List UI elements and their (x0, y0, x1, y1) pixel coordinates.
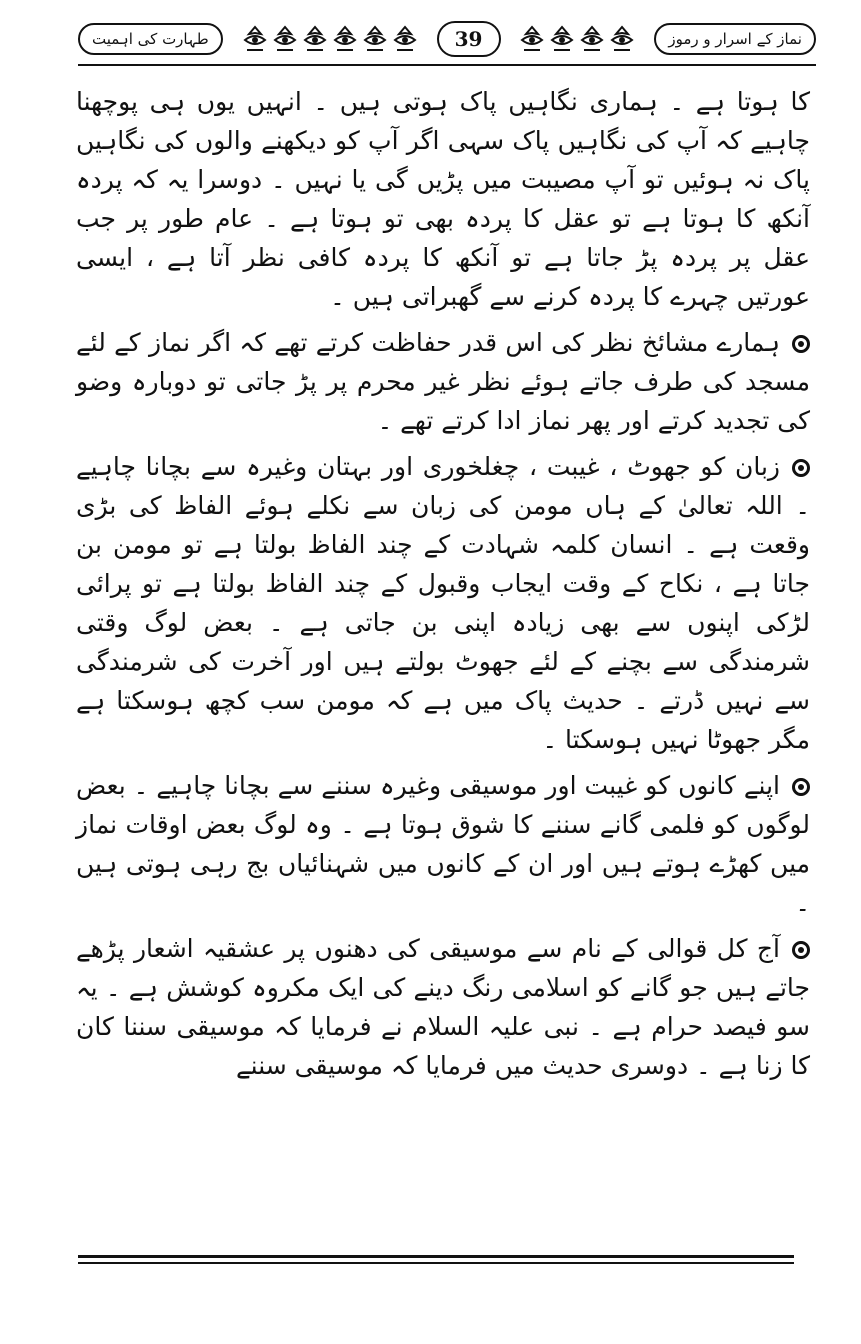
page-header (78, 18, 816, 60)
bullet-circle-icon (792, 459, 810, 477)
paragraph-text: کا ہوتا ہے ۔ ہماری نگاہیں پاک ہوتی ہیں ۔ انہیں یوں ہی پوچھنا چاہیے کہ آپ کی نگاہیں پاک سہی اگر آپ کو دیکھنے والوں کی نگاہیں پاک نہ ہوئیں تو آپ مصیبت میں پڑیں گی یا نہیں ۔ دوسرا یہ کہ پردہ آنکھ کا ہوتا ہے تو عقل کا پردہ بھی تو ہوتا ہے ۔ عام طور پر جب عقل پر پردہ پڑ جاتا ہے تو آنکھ کا پردہ کافی نظر آتا ہے ، ایسی عورتیں چہرے کا پردہ کرنے سے گھبراتی ہیں ۔ (76, 87, 810, 311)
chapter-title: طہارت کی اہمیت (78, 23, 223, 55)
page-number: 39 (437, 21, 501, 57)
paragraph-text: آج کل قوالی کے نام سے موسیقی کی دھنوں پر عشقیہ اشعار پڑھے جاتے ہیں جو گانے کو اسلامی رنگ دینے کی ایک مکروہ کوشش ہے ۔ یہ سو فیصد حرام ہے ۔ نبی علیہ السلام نے فرمایا کہ موسیقی سننا کان کا زنا ہے ۔ دوسری حدیث میں فرمایا کہ موسیقی سننے (76, 934, 810, 1080)
bullet-circle-icon (792, 778, 810, 796)
floral-ornament-icon (548, 24, 576, 54)
floral-ornament-icon (241, 24, 269, 54)
bullet-paragraph (76, 766, 810, 922)
ornament-row-right (518, 24, 636, 54)
paragraph (76, 82, 810, 316)
bullet-paragraph (76, 447, 810, 759)
footer-divider (78, 1262, 794, 1264)
page-body (76, 82, 810, 1092)
floral-ornament-icon (518, 24, 546, 54)
floral-ornament-icon (578, 24, 606, 54)
bullet-circle-icon (792, 335, 810, 353)
floral-ornament-icon (361, 24, 389, 54)
book-title: نماز کے اسرار و رموز (654, 23, 816, 55)
bullet-paragraph (76, 323, 810, 440)
ornament-row-left (241, 24, 419, 54)
footer-divider (78, 1255, 794, 1258)
paragraph-text: زبان کو جھوٹ ، غیبت ، چغلخوری اور بہتان وغیرہ سے بچانا چاہیے ۔ اللہ تعالیٰ کے ہاں مومن کی زبان سے نکلے ہوئے الفاظ کی بڑی وقعت ہے ۔ انسان کلمہ شہادت کے چند الفاظ بولتا ہے تو مومن بن جاتا ہے ، نکاح کے وقت ایجاب وقبول کے چند الفاظ بولتا ہے تو پرائی لڑکی اپنوں سے بھی زیادہ اپنی بن جاتی ہے ۔ بعض لوگ وقتی شرمندگی سے بچنے کے لئے جھوٹ بولتے ہیں اور آخرت کی شرمندگی سے نہیں ڈرتے ۔ حدیث پاک میں ہے کہ مومن سب کچھ ہوسکتا ہے مگر جھوٹا نہیں ہوسکتا ۔ (76, 452, 810, 754)
floral-ornament-icon (391, 24, 419, 54)
paragraph-text: ہمارے مشائخ نظر کی اس قدر حفاظت کرتے تھے کہ اگر نماز کے لئے مسجد کی طرف جاتے ہوئے نظر غیر محرم پر پڑ جاتی تو دوبارہ وضو کی تجدید کرتے اور پھر نماز ادا کرتے تھے ۔ (76, 328, 810, 435)
bullet-paragraph (76, 929, 810, 1085)
header-divider (78, 64, 816, 66)
floral-ornament-icon (608, 24, 636, 54)
bullet-circle-icon (792, 941, 810, 959)
paragraph-text: اپنے کانوں کو غیبت اور موسیقی وغیرہ سننے سے بچانا چاہیے ۔ بعض لوگوں کو فلمی گانے سننے کا شوق ہوتا ہے ۔ وہ لوگ بعض اوقات نماز میں کھڑے ہوتے ہیں اور ان کے کانوں میں شہنائیاں بج رہی ہوتی ہیں ۔ (76, 771, 810, 917)
floral-ornament-icon (271, 24, 299, 54)
floral-ornament-icon (301, 24, 329, 54)
floral-ornament-icon (331, 24, 359, 54)
